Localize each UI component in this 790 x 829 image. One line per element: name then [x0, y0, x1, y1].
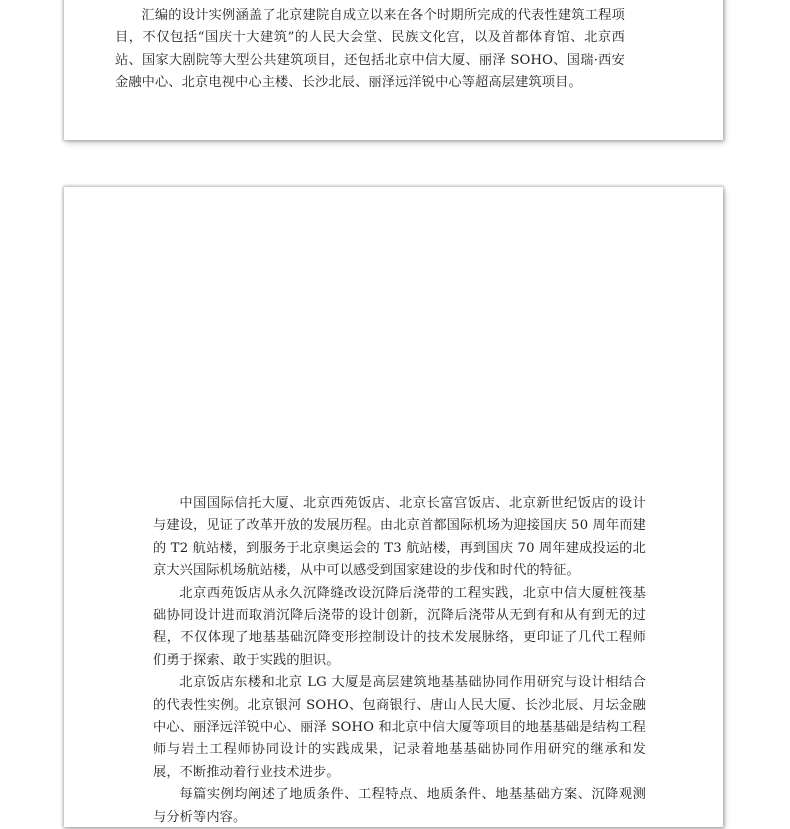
page-1-text-block [115, 5, 625, 95]
page-2-paragraph-2: 北京西苑饭店从永久沉降缝改设沉降后浇带的工程实践，北京中信大厦桩筏基础协同设计进而取消沉降后浇带的设计创新，沉降后浇带从无到有和从有到无的过程，不仅体现了地基基础沉降变形控制设计的技术发展脉络，更印证了几代工程师们勇于探索、敢于实践的胆识。 [153, 585, 646, 668]
page-2-paragraph-4-clip [153, 784, 646, 825]
document-page-1 [64, 0, 723, 140]
page-1-paragraph: 汇编的设计实例涵盖了北京建院自成立以来在各个时期所完成的代表性建筑工程项目，不仅包括“国庆十大建筑”的人民大会堂、民族文化宫，以及首都体育馆、北京西站、国家大剧院等大型公共建筑项目，还包括北京中信大厦、丽泽 SOHO、国瑞·西安金融中心、北京电视中心主楼、长沙北辰、丽泽远洋锐中心等超高层建筑项目。 [115, 8, 625, 91]
page-2-text-block [153, 493, 646, 825]
page-2-paragraph-4: 每篇实例均阐述了地质条件、工程特点、地质条件、地基基础方案、沉降观测与分析等内容。 [153, 787, 646, 825]
document-page-2 [64, 187, 723, 827]
page-2-paragraph-1: 中国国际信托大厦、北京西苑饭店、北京长富宫饭店、北京新世纪饭店的设计与建设，见证了改革开放的发展历程。由北京首都国际机场为迎接国庆 50 周年而建的 T2 航站楼，到服务于北京奥运会的 T3 航站楼，再到国庆 70 周年建成投运的北京大兴国际机场航站楼，从中可以感受到国家建设的步伐和时代的特征。 [153, 496, 646, 579]
page-2-paragraph-3: 北京饭店东楼和北京 LG 大厦是高层建筑地基基础协同作用研究与设计相结合的代表性实例。北京银河 SOHO、包商银行、唐山人民大厦、长沙北辰、月坛金融中心、丽泽远洋锐中心、丽泽 SOHO 和北京中信大厦等项目的地基基础是结构工程师与岩土工程师协同设计的实践成果，记录着地基基础协同作用研究的继承和发展，不断推动着行业技术进步。 [153, 675, 646, 780]
